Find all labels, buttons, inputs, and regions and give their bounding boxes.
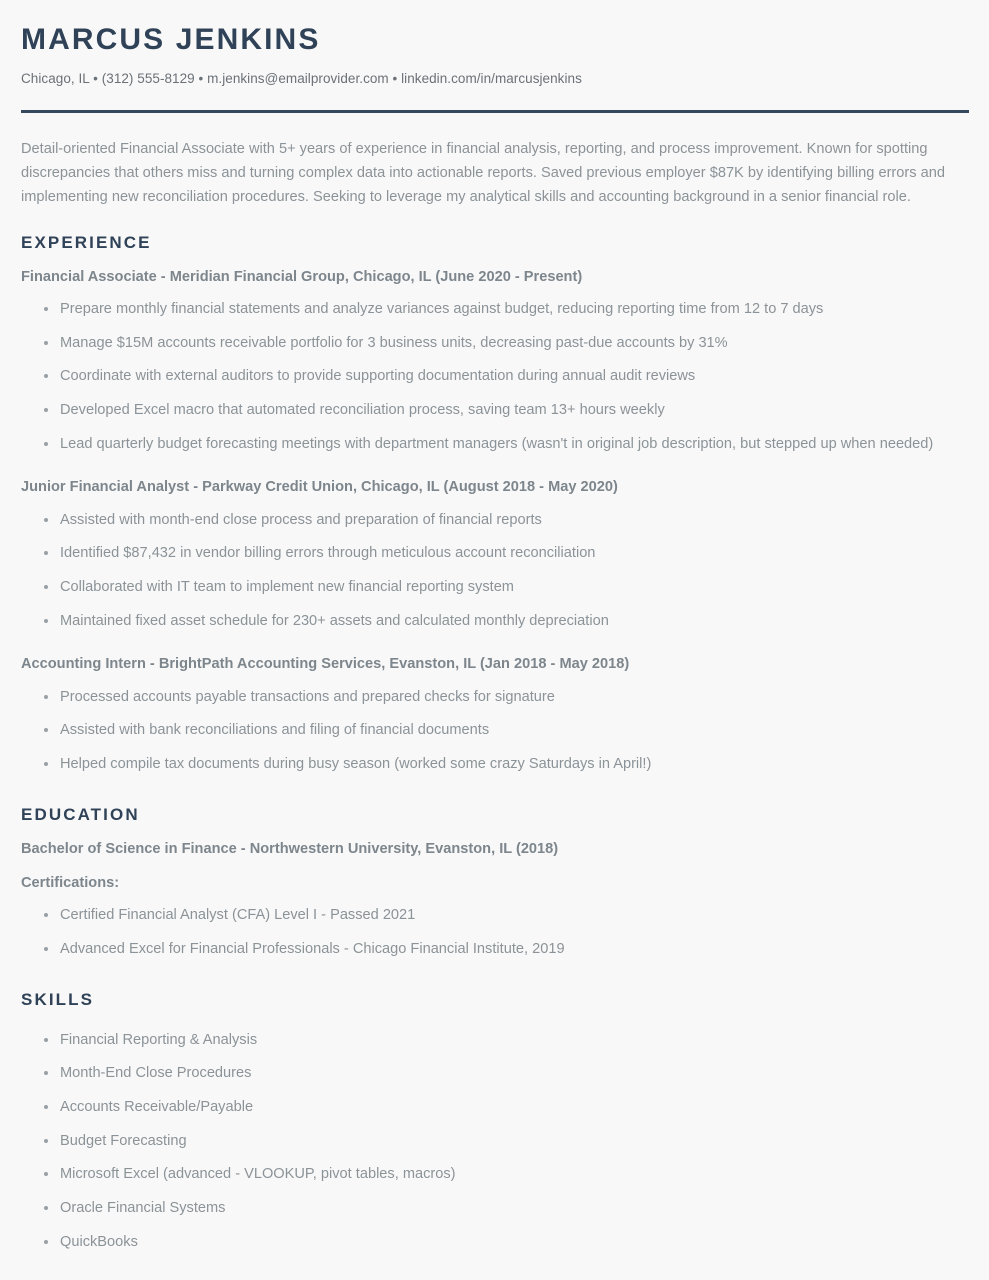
list-item: Advanced Excel for Financial Professionals - Chicago Financial Institute, 2019 (21, 933, 968, 967)
list-item: QuickBooks (21, 1226, 968, 1260)
section-title-skills: SKILLS (21, 989, 95, 1009)
list-item: Developed Excel macro that automated reconciliation process, saving team 13+ hours weekly (21, 394, 968, 428)
list-item: Certified Financial Analyst (CFA) Level I - Passed 2021 (21, 899, 968, 933)
experience-entry (21, 267, 968, 462)
skills-list (21, 1024, 968, 1259)
list-item: Coordinate with external auditors to provide supporting documentation during annual audit reviews (21, 360, 968, 394)
certifications-list (21, 899, 968, 966)
experience-entry (21, 477, 968, 638)
contact-line: Chicago, IL • (312) 555-8129 • m.jenkins@emailprovider.com • linkedin.com/in/marcusjenkins (21, 71, 582, 87)
candidate-name: MARCUS JENKINS (21, 23, 321, 56)
list-item: Month-End Close Procedures (21, 1057, 968, 1091)
experience-entry (21, 654, 968, 781)
list-item: Prepare monthly financial statements and analyze variances against budget, reducing reporting time from 12 to 7 days (21, 293, 968, 327)
experience-bullet-list (21, 681, 968, 782)
list-item: Manage $15M accounts receivable portfolio for 3 business units, decreasing past-due accounts by 31% (21, 327, 968, 361)
list-item: Financial Reporting & Analysis (21, 1024, 968, 1058)
list-item: Oracle Financial Systems (21, 1192, 968, 1226)
section-title-experience: EXPERIENCE (21, 232, 152, 252)
section-education (21, 805, 968, 967)
section-title-education: EDUCATION (21, 804, 140, 824)
header-divider (21, 110, 969, 113)
education-degree: Bachelor of Science in Finance - Northwestern University, Evanston, IL (2018) (21, 840, 559, 857)
list-item: Helped compile tax documents during busy season (worked some crazy Saturdays in April!) (21, 748, 968, 782)
section-skills (21, 990, 968, 1259)
list-item: Collaborated with IT team to implement new financial reporting system (21, 571, 968, 605)
list-item: Maintained fixed asset schedule for 230+ assets and calculated monthly depreciation (21, 605, 968, 639)
list-item: Budget Forecasting (21, 1125, 968, 1159)
experience-bullet-list (21, 293, 968, 461)
list-item: Identified $87,432 in vendor billing errors through meticulous account reconciliation (21, 537, 968, 571)
professional-summary: Detail-oriented Financial Associate with 5+ years of experience in financial analysis, reporting, and process improvement. Known for spotting discrepancies that others miss and turning complex data into actionable reports. Saved previous employer $87K by identifying billing errors and implementing new reconciliation procedures. Seeking to leverage my analytical skills and accounting background in a senior financial role. (21, 140, 945, 206)
certifications-label: Certifications: (21, 874, 120, 891)
experience-entry-heading: Financial Associate - Meridian Financial Group, Chicago, IL (June 2020 - Present) (21, 268, 583, 285)
list-item: Processed accounts payable transactions and prepared checks for signature (21, 681, 968, 715)
experience-entry-heading: Junior Financial Analyst - Parkway Credit Union, Chicago, IL (August 2018 - May 2020) (21, 479, 618, 496)
experience-entry-heading: Accounting Intern - BrightPath Accounting Services, Evanston, IL (Jan 2018 - May 2018) (21, 656, 630, 673)
list-item: Microsoft Excel (advanced - VLOOKUP, pivot tables, macros) (21, 1158, 968, 1192)
list-item: Lead quarterly budget forecasting meetings with department managers (wasn't in original job description, but stepped up when needed) (21, 428, 968, 462)
list-item: Accounts Receivable/Payable (21, 1091, 968, 1125)
list-item: Assisted with month-end close process and preparation of financial reports (21, 504, 968, 538)
list-item: Assisted with bank reconciliations and filing of financial documents (21, 714, 968, 748)
experience-bullet-list (21, 504, 968, 639)
section-experience (21, 233, 968, 782)
